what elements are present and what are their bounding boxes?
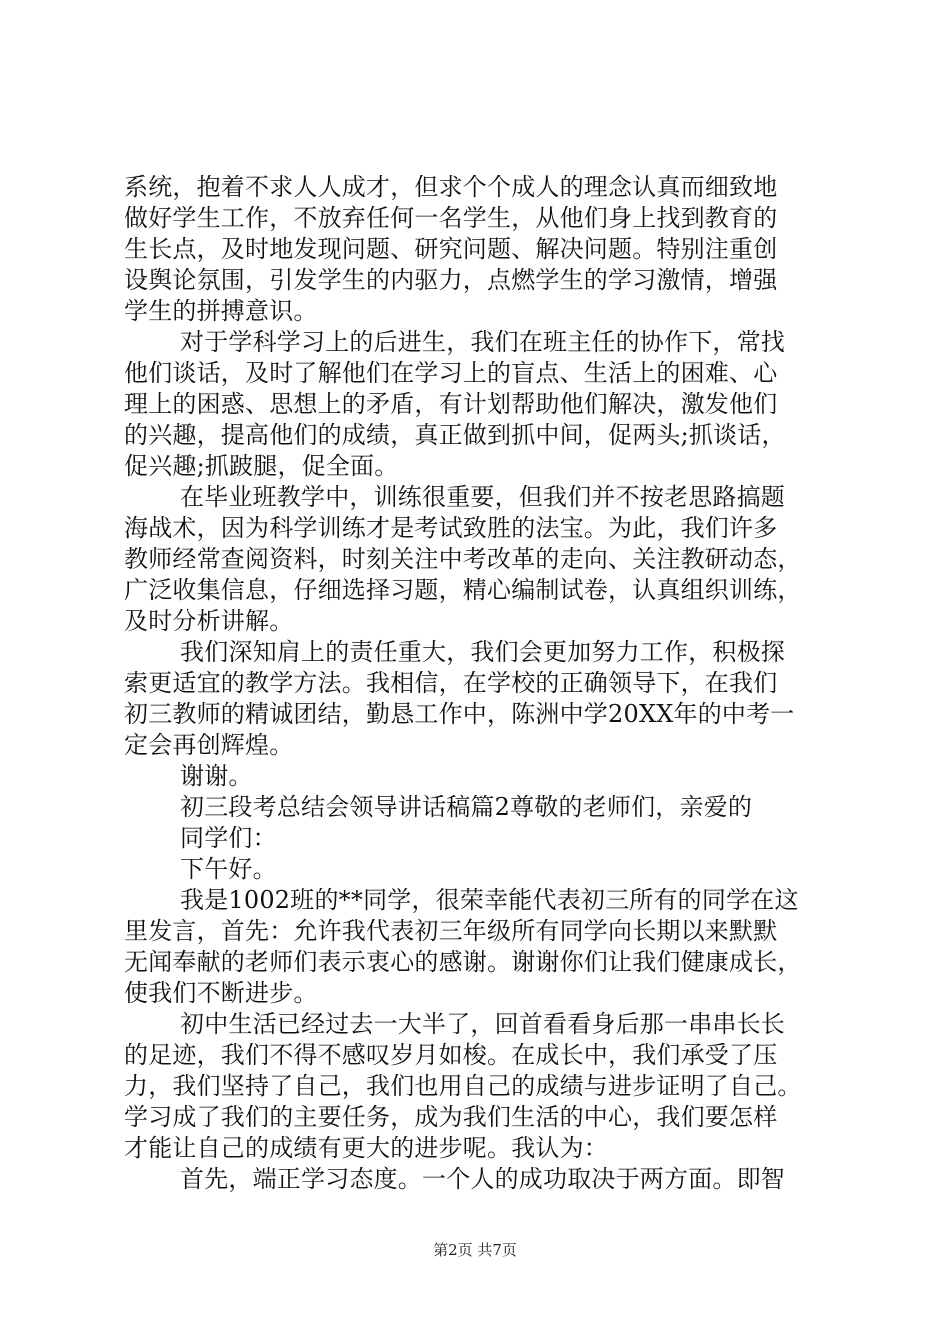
page-footer bbox=[0, 1240, 950, 1260]
text-line: 系统，抱着不求人人成才，但求个个成人的理念认真而细致地 bbox=[124, 173, 778, 201]
text-line: 才能让自己的成绩有更大的进步呢。我认为： bbox=[124, 1134, 608, 1162]
page-number: 第2页 共7页 bbox=[433, 1241, 517, 1259]
text-line: 初三教师的精诚团结，勤恳工作中，陈洲中学20XX年的中考一 bbox=[124, 700, 795, 728]
text-line: 无闻奉献的老师们表示衷心的感谢。谢谢你们让我们健康成长， bbox=[124, 948, 802, 976]
text-line: 首先，端正学习态度。一个人的成功取决于两方面。即智 bbox=[180, 1165, 785, 1193]
text-line: 索更适宜的教学方法。我相信，在学校的正确领导下，在我们 bbox=[124, 669, 778, 697]
text-line: 同学们： bbox=[180, 824, 277, 852]
text-line: 理上的困惑、思想上的矛盾，有计划帮助他们解决，激发他们 bbox=[124, 390, 778, 418]
text-line: 力，我们坚持了自己，我们也用自己的成绩与进步证明了自己。 bbox=[124, 1072, 802, 1100]
text-line: 初中生活已经过去一大半了，回首看看身后那一串串长长 bbox=[180, 1010, 785, 1038]
document-body bbox=[124, 172, 844, 1195]
text-line: 里发言，首先：允许我代表初三年级所有同学向长期以来默默 bbox=[124, 917, 778, 945]
text-line: 广泛收集信息，仔细选择习题，精心编制试卷，认真组织训练， bbox=[124, 576, 802, 604]
text-line: 生长点，及时地发现问题、研究问题、解决问题。特别注重创 bbox=[124, 235, 778, 263]
text-line: 及时分析讲解。 bbox=[124, 607, 294, 635]
text-line: 学生的拼搏意识。 bbox=[124, 297, 318, 325]
text-line: 促兴趣;抓跛腿，促全面。 bbox=[124, 452, 399, 480]
text-line: 初三段考总结会领导讲话稿篇2尊敬的老师们，亲爱的 bbox=[180, 793, 753, 821]
text-line: 的兴趣，提高他们的成绩，真正做到抓中间，促两头;抓谈话， bbox=[124, 421, 786, 449]
text-line: 做好学生工作，不放弃任何一名学生，从他们身上找到教育的 bbox=[124, 204, 778, 232]
text-line: 使我们不断进步。 bbox=[124, 979, 318, 1007]
text-line: 学习成了我们的主要任务，成为我们生活的中心，我们要怎样 bbox=[124, 1103, 778, 1131]
text-line: 对于学科学习上的后进生，我们在班主任的协作下，常找 bbox=[180, 328, 785, 356]
text-line: 在毕业班教学中，训练很重要，但我们并不按老思路搞题 bbox=[180, 483, 785, 511]
text-line: 谢谢。 bbox=[180, 762, 253, 790]
text-line: 我是1002班的**同学，很荣幸能代表初三所有的同学在这 bbox=[180, 886, 799, 914]
text-line: 定会再创辉煌。 bbox=[124, 731, 294, 759]
text-line: 设舆论氛围，引发学生的内驱力，点燃学生的学习激情，增强 bbox=[124, 266, 778, 294]
text-line: 我们深知肩上的责任重大，我们会更加努力工作，积极探 bbox=[180, 638, 785, 666]
text-line: 教师经常查阅资料，时刻关注中考改革的走向、关注教研动态， bbox=[124, 545, 802, 573]
text-line: 下午好。 bbox=[180, 855, 277, 883]
text-line: 的足迹，我们不得不感叹岁月如梭。在成长中，我们承受了压 bbox=[124, 1041, 778, 1069]
text-line: 他们谈话，及时了解他们在学习上的盲点、生活上的困难、心 bbox=[124, 359, 778, 387]
text-line: 海战术，因为科学训练才是考试致胜的法宝。为此，我们许多 bbox=[124, 514, 778, 542]
